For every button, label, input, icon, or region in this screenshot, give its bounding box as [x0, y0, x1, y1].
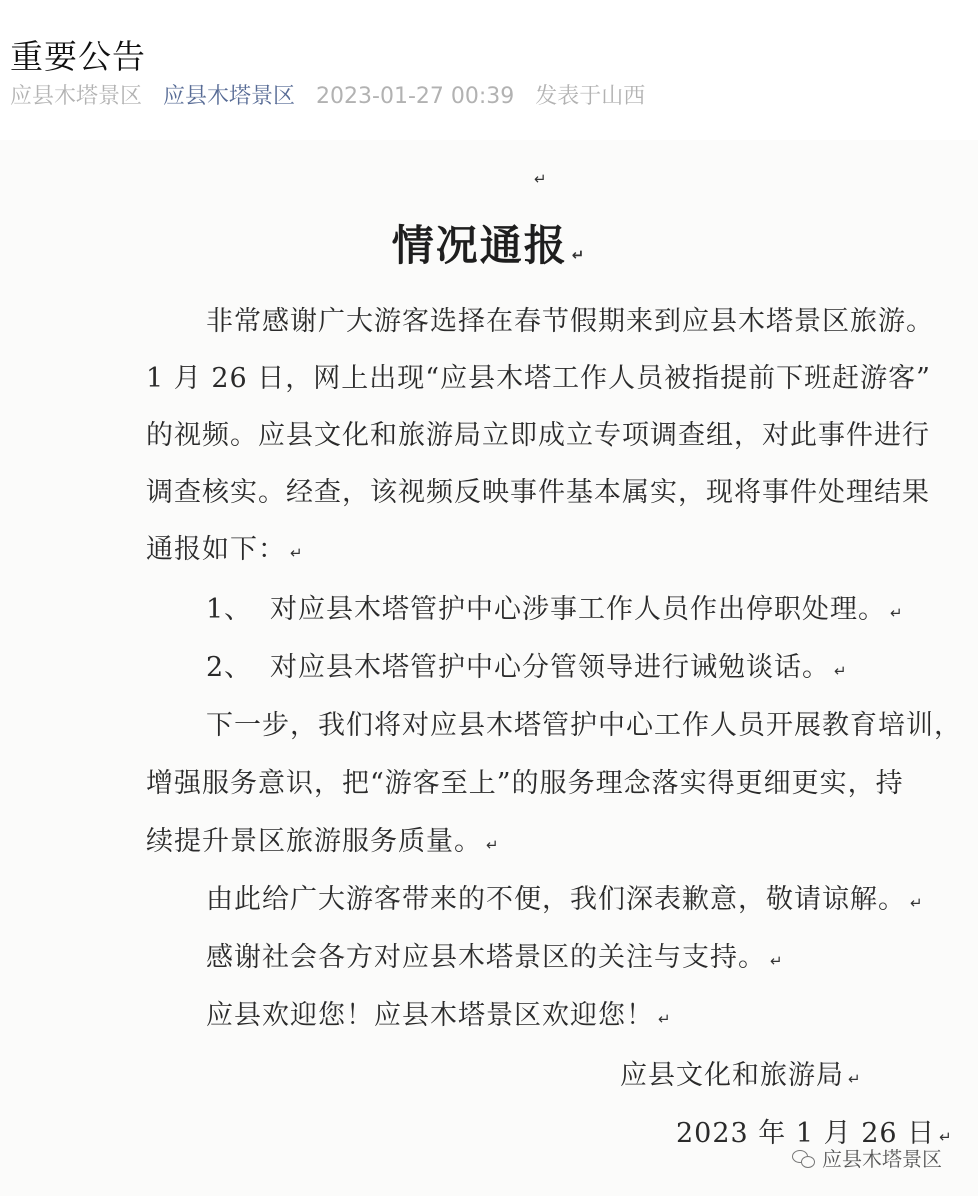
closing-line: 感谢社会各方对应县木塔景区的关注与支持。 ↵	[206, 942, 784, 973]
top-paragraph-mark: ↵	[534, 170, 547, 188]
closing-line: 由此给广大游客带来的不便，我们深表歉意，敬请谅解。 ↵	[206, 884, 924, 915]
signature-date: 2023 年 1 月 26 日 ↵	[676, 1118, 953, 1149]
account-link[interactable]: 应县木塔景区	[163, 84, 296, 109]
body-line: 非常感谢广大游客选择在春节假期来到应县木塔景区旅游。	[206, 306, 934, 337]
article-title: 重要公告	[10, 37, 146, 77]
body-line: 1 月 26 日，网上出现“应县木塔工作人员被指提前下班赶游客”	[146, 363, 931, 394]
publish-datetime: 2023-01-27 00:39	[316, 84, 515, 109]
list-item: 1、 对应县木塔管护中心涉事工作人员作出停职处理。 ↵	[206, 594, 904, 625]
body-line: 通报如下： ↵	[146, 534, 304, 565]
body-line: 续提升景区旅游服务质量。 ↵	[146, 826, 500, 857]
author-name: 应县木塔景区	[10, 84, 143, 109]
body-line: 调查核实。经查，该视频反映事件基本属实，现将事件处理结果	[146, 477, 930, 508]
notice-document-image	[0, 140, 978, 1196]
list-item: 2、 对应县木塔管护中心分管领导进行诫勉谈话。 ↵	[206, 652, 848, 683]
watermark	[792, 1143, 942, 1172]
signature: 应县文化和旅游局 ↵	[620, 1060, 862, 1091]
body-line: 下一步，我们将对应县木塔管护中心工作人员开展教育培训，	[206, 710, 962, 741]
wechat-icon	[792, 1148, 816, 1168]
publish-location: 发表于山西	[535, 84, 646, 109]
body-line: 的视频。应县文化和旅游局立即成立专项调查组，对此事件进行	[146, 420, 930, 451]
closing-line: 应县欢迎您！应县木塔景区欢迎您！ ↵	[206, 1000, 672, 1031]
body-line: 增强服务意识，把“游客至上”的服务理念落实得更细更实，持	[146, 768, 904, 799]
article-meta	[10, 82, 659, 112]
watermark-text: 应县木塔景区	[822, 1147, 942, 1171]
notice-heading: 情况通报 ↵	[391, 221, 587, 270]
